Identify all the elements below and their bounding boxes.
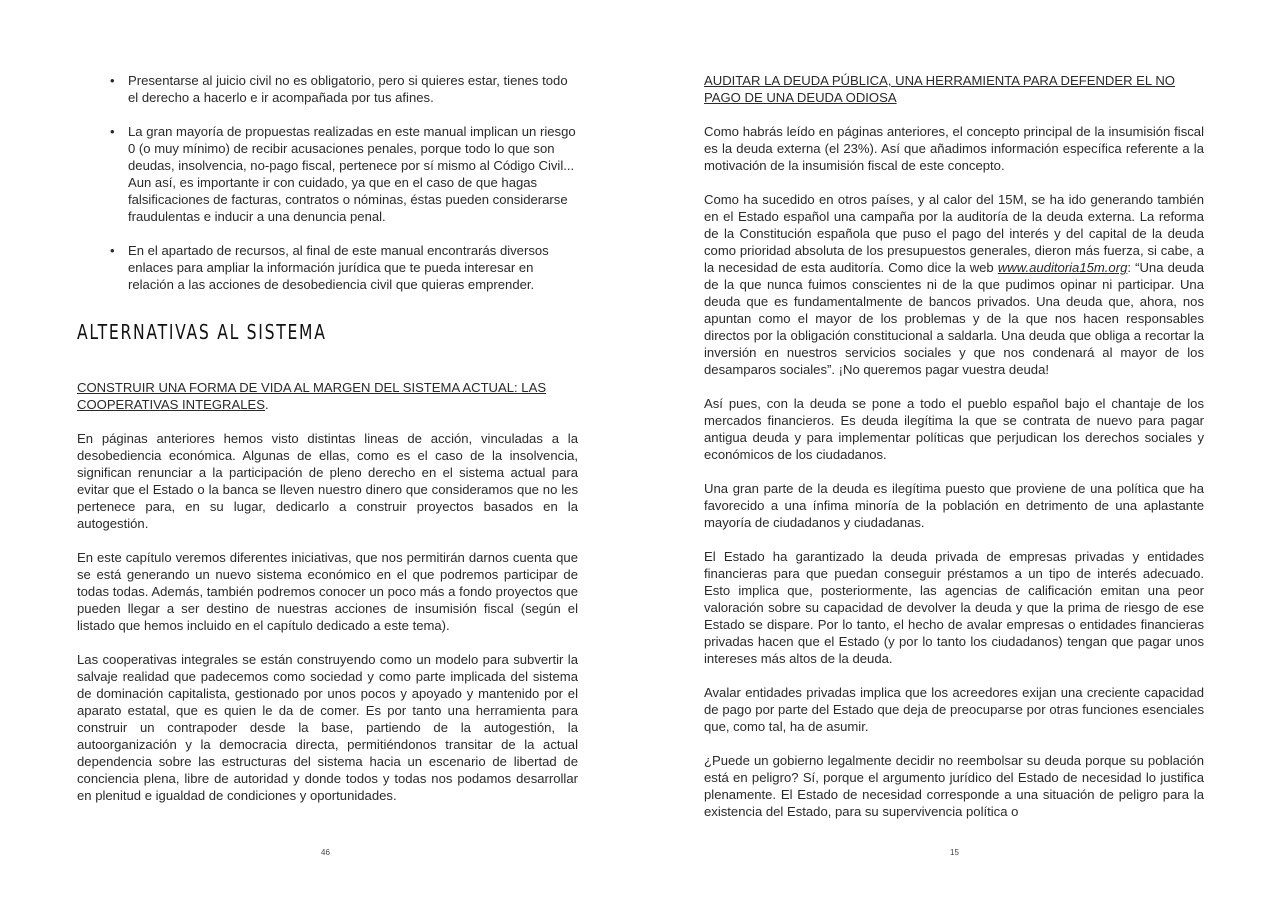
paragraph-text: Como ha sucedido en otros países, y al calor del 15M, se ha ido generando también en el Estado español una campaña por la auditoría de la deuda externa. La reforma de la Constitución española que puso el pago del interés y del capital de la deuda como prioridad absoluta de los presupuestos generales, dieron más fuerza, si cabe, a la necesidad de esta auditoría. Como dice la web <box>704 192 1204 275</box>
bullet-list <box>77 72 578 293</box>
section-heading <box>704 72 1204 106</box>
bullet-item: • Presentarse al juicio civil no es obligatorio, pero si quieres estar, tienes todo el derecho a hacerlo e ir acompañada por tus afines. <box>77 72 578 106</box>
body-paragraph: En páginas anteriores hemos visto distintas lineas de acción, vinculadas a la desobediencia económica. Algunas de ellas, como es el caso de la insolvencia, significan renunciar a la participación de pleno derecho en el sistema actual para evitar que el Estado o la banca se lleven nuestro dinero que consideramos que no les pertenece para, en su lugar, dedicarlo a construir proyectos basados en la autogestión. <box>77 431 578 531</box>
subheading-text: CONSTRUIR UNA FORMA DE VIDA AL MARGEN DEL SISTEMA ACTUAL: LAS COOPERATIVAS INTEGRALES <box>77 380 547 412</box>
right-page <box>640 0 1280 916</box>
quote-text: : “Una deuda de la que nunca fuimos conscientes ni de la que pudimos opinar ni participar. Una deuda que es fundamentalmente de bancos privados. Una deuda que, ahora, nos apuntan como el mayor de los problemas y de la que nos hacen responsables directos por la obligación constitucional a saldarla. Una deuda que obliga a recortar la inversión en nuestros servicios sociales y que nos condenará al mayor de los desamparos sociales”. ¡No queremos pagar vuestra deuda! <box>704 260 1204 377</box>
right-text-column <box>704 72 1204 837</box>
bullet-item: • La gran mayoría de propuestas realizadas en este manual implican un riesgo 0 (o muy mínimo) de recibir acusaciones penales, porque todo lo que son deudas, insolvencia, no-pago fiscal, pertenece por sí mismo al Código Civil... Aun así, es importante ir con cuidado, ya que en el caso de que hagas falsificaciones de facturas, contratos o nóminas, éstas pueden considerarse fraudulentas e inducir a una denuncia penal. <box>77 123 578 225</box>
subheading-period: . <box>264 397 269 412</box>
body-paragraph: Como habrás leído en páginas anteriores, el concepto principal de la insumisión fiscal es la deuda externa (el 23%). Así que añadimos información específica referente a la motivación de la insumisión fiscal de este concepto. <box>704 124 1204 173</box>
bullet-item: • En el apartado de recursos, al final de este manual encontrarás diversos enlaces para ampliar la información jurídica que te pueda interesar en relación a las acciones de desobediencia civil que quieras emprender. <box>77 242 578 293</box>
chapter-title: ALTERNATIVAS AL SISTEMA <box>77 320 327 344</box>
web-link[interactable]: www.auditoria15m.org <box>997 260 1128 275</box>
page-number: 15 <box>950 848 959 857</box>
body-paragraph: Una gran parte de la deuda es ilegítima puesto que proviene de una política que ha favorecido a una ínfima minoría de la población en detrimento de una aplastante mayoría de ciudadanos y ciudadanas. <box>704 481 1204 530</box>
heading-text: AUDITAR LA DEUDA PÚBLICA, UNA HERRAMIENTA PARA DEFENDER EL NO PAGO DE UNA DEUDA ODIOSA <box>704 73 1175 105</box>
body-paragraph: ¿Puede un gobierno legalmente decidir no reembolsar su deuda porque su población está en peligro? Sí, porque el argumento jurídico del Estado de necesidad lo justifica plenamente. El Estado de necesidad corresponde a una situación de peligro para la existencia del Estado, para su supervivencia política o <box>704 753 1204 819</box>
page-number: 46 <box>321 848 330 857</box>
body-paragraph: El Estado ha garantizado la deuda privada de empresas privadas y entidades financieras para que puedan conseguir préstamos a un tipo de interés adecuado. Esto implica que, posteriormente, las agencias de calificación emitan una peor valoración sobre su capacidad de devolver la deuda y que la prima de riesgo de ese Estado se dispare. Por lo tanto, el hecho de avalar empresas o entidades financieras privadas hacen que el Estado (y por lo tanto los ciudadanos) tengan que pagar unos intereses más altos de la deuda. <box>704 549 1204 666</box>
body-paragraph-with-link <box>704 191 1204 378</box>
body-paragraph: Así pues, con la deuda se pone a todo el pueblo español bajo el chantaje de los mercados financieros. Es deuda ilegítima la que se contrata de nuevo para pagar antigua deuda y para implementar políticas que perjudican los derechos sociales y económicos de los ciudadanos. <box>704 396 1204 462</box>
section-subheading <box>77 379 578 413</box>
body-paragraph: Las cooperativas integrales se están construyendo como un modelo para subvertir la salvaje realidad que padecemos como sociedad y como parte implicada del sistema de dominación capitalista, gestionado por unos pocos y apoyado y mantenido por el aparato estatal, que es quien le da de comer. Es por tanto una herramienta para construir un contrapoder desde la base, partiendo de la autogestión, la autoorganización y la democracia directa, permitiéndonos transitar de la actual dependencia sobre las estructuras del sistema hacia un escenario de libertad de conciencia plena, libre de autoridad y donde todos y todas nos podamos desarrollar en plenitud e igualdad de condiciones y oportunidades. <box>77 652 578 803</box>
left-text-column <box>77 72 578 821</box>
body-paragraph: En este capítulo veremos diferentes iniciativas, que nos permitirán darnos cuenta que se está generando un nuevo sistema económico en el que podremos participar de todas todas. Además, también podremos conocer un poco más a fondo proyectos que pueden llegar a ser destino de nuestras acciones de insumisión fiscal (según el listado que hemos incluido en el capítulo dedicado a este tema). <box>77 550 578 633</box>
body-paragraph: Avalar entidades privadas implica que los acreedores exijan una creciente capacidad de pago por parte del Estado que deja de preocuparse por otras funciones esenciales que, como tal, ha de asumir. <box>704 685 1204 734</box>
